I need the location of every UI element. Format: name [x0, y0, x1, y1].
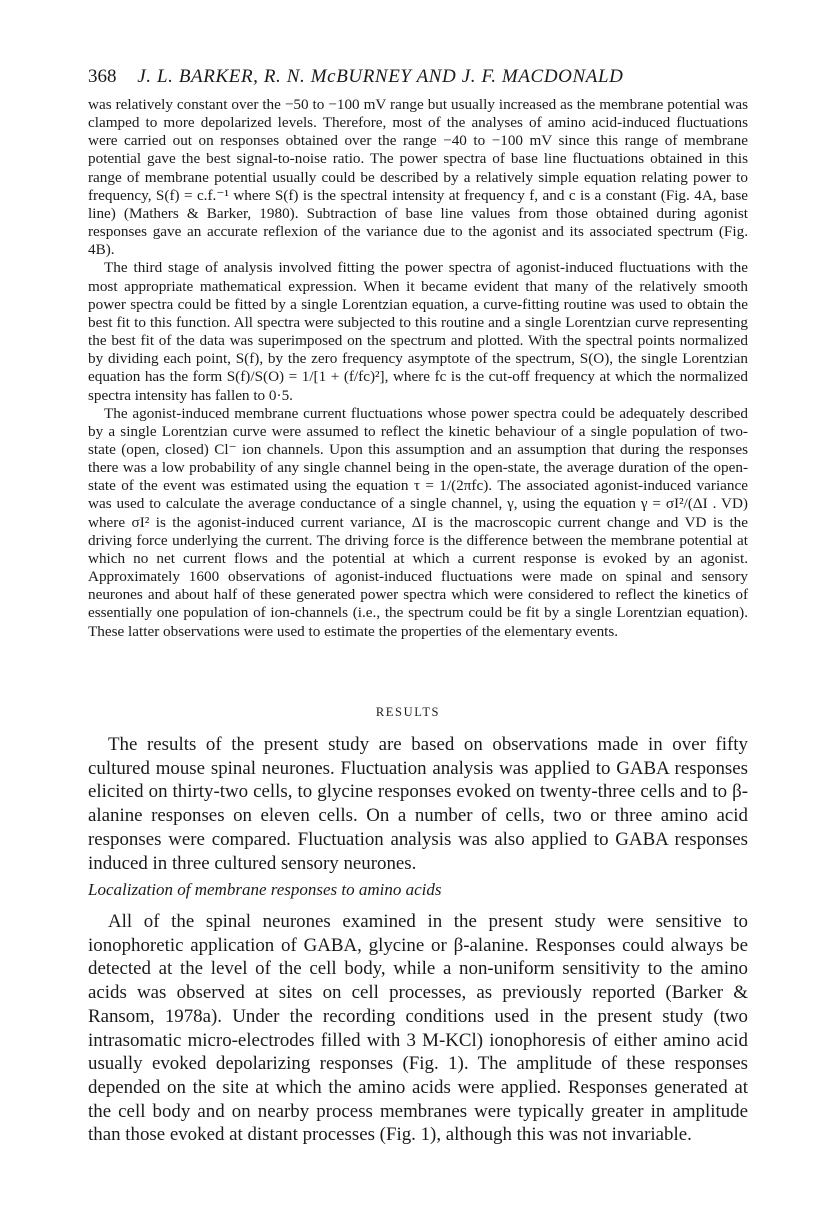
page-number: 368: [88, 66, 117, 87]
results-paragraph-1: The results of the present study are based on observations made in over fifty cultured mouse spinal neurones. Fluctuation analysis was applied to GABA responses elicited on thirty-two cells, to glycine responses evoked on twenty-three cells and to β-alanine responses on eleven cells. On a number of cells, two or three amino acid responses were compared. Fluctuation analysis was also applied to GABA responses induced in three cultured sensory neurones.: [88, 734, 748, 874]
results-paragraph-1-block: [88, 733, 748, 875]
running-header: [88, 66, 748, 88]
methods-paragraph-1: was relatively constant over the −50 to −100 mV range but usually increased as the membrane potential was clamped to more depolarized levels. Therefore, most of the analyses of amino acid-induced fluctuations were carried out on responses obtained over the range −40 to −100 mV since this range of membrane potential gave the best signal-to-noise ratio. The power spectra of base line fluctuations obtained in this range of membrane potential usually could be described by a relatively simple equation relating power to frequency, S(f) = c.f.⁻¹ where S(f) is the spectral intensity at frequency f, and c is a constant (Fig. 4A, base line) (Mathers & Barker, 1980). Subtraction of base line values from those obtained during agonist responses gave an accurate reflexion of the variance due to the agonist and its associated spectrum (Fig. 4B).: [88, 96, 748, 259]
methods-paragraph-3: The agonist-induced membrane current fluctuations whose power spectra could be adequately described by a single Lorentzian curve were assumed to reflect the kinetic behaviour of a single population of two-state (open, closed) Cl⁻ ion channels. Upon this assumption and an assumption that during the responses there was a low probability of any single channel being in the open-state, the average duration of the open-state of the event was estimated using the equation τ = 1/(2πfc). The associated agonist-induced variance was used to calculate the average conductance of a single channel, γ, using the equation γ = σI²/(ΔI . VD) where σI² is the agonist-induced current variance, ΔI is the macroscopic current change and VD is the driving force underlying the current. The driving force is the difference between the membrane potential at which no net current flows and the potential at which a current response is evoked by an agonist. Approximately 1600 observations of agonist-induced fluctuations were made on spinal and sensory neurones and about half of these generated power spectra which were considered to reflect the kinetics of essentially one population of ion-channels (i.e., the spectrum could be fit by a single Lorentzian equation). These latter observations were used to estimate the properties of the elementary events.: [88, 404, 748, 640]
methods-paragraph-2: The third stage of analysis involved fitting the power spectra of agonist-induced fluctuations with the most appropriate mathematical expression. When it became evident that many of the relatively smooth power spectra could be fitted by a single Lorentzian equation, a curve-fitting routine was used to obtain the best fit to this function. All spectra were subjected to this routine and a single Lorentzian curve representing the best fit of the data was superimposed on the spectrum and plotted. With the spectral points normalized by dividing each point, S(f), by the zero frequency asymptote of the spectrum, S(O), the single Lorentzian equation has the form S(f)/S(O) = 1/[1 + (f/fc)²], where fc is the cut-off frequency at which the normalized spectra intensity has fallen to 0·5.: [88, 259, 748, 404]
section-subheading: Localization of membrane responses to amino acids: [88, 880, 442, 899]
methods-section: [88, 96, 748, 641]
results-heading: RESULTS: [375, 705, 441, 719]
results-paragraph-2: All of the spinal neurones examined in the present study were sensitive to ionophoretic application of GABA, glycine or β-alanine. Responses could always be detected at the level of the cell body, while a non-uniform sensitivity to the amino acids was observed at sites on cell processes, as previously reported (Barker & Ransom, 1978a). Under the recording conditions used in the present study (two intrasomatic micro-electrodes filled with 3 M-KCl) ionophoresis of either amino acid usually evoked depolarizing responses (Fig. 1). The amplitude of these responses depended on the site at which the amino acids were applied. Responses generated at the cell body and on nearby process membranes were typically greater in amplitude than those evoked at distant processes (Fig. 1), although this was not invariable.: [88, 911, 748, 1146]
running-head-authors: J. L. BARKER, R. N. McBURNEY AND J. F. MACDONALD: [137, 66, 624, 87]
results-paragraph-2-block: [88, 910, 748, 1147]
